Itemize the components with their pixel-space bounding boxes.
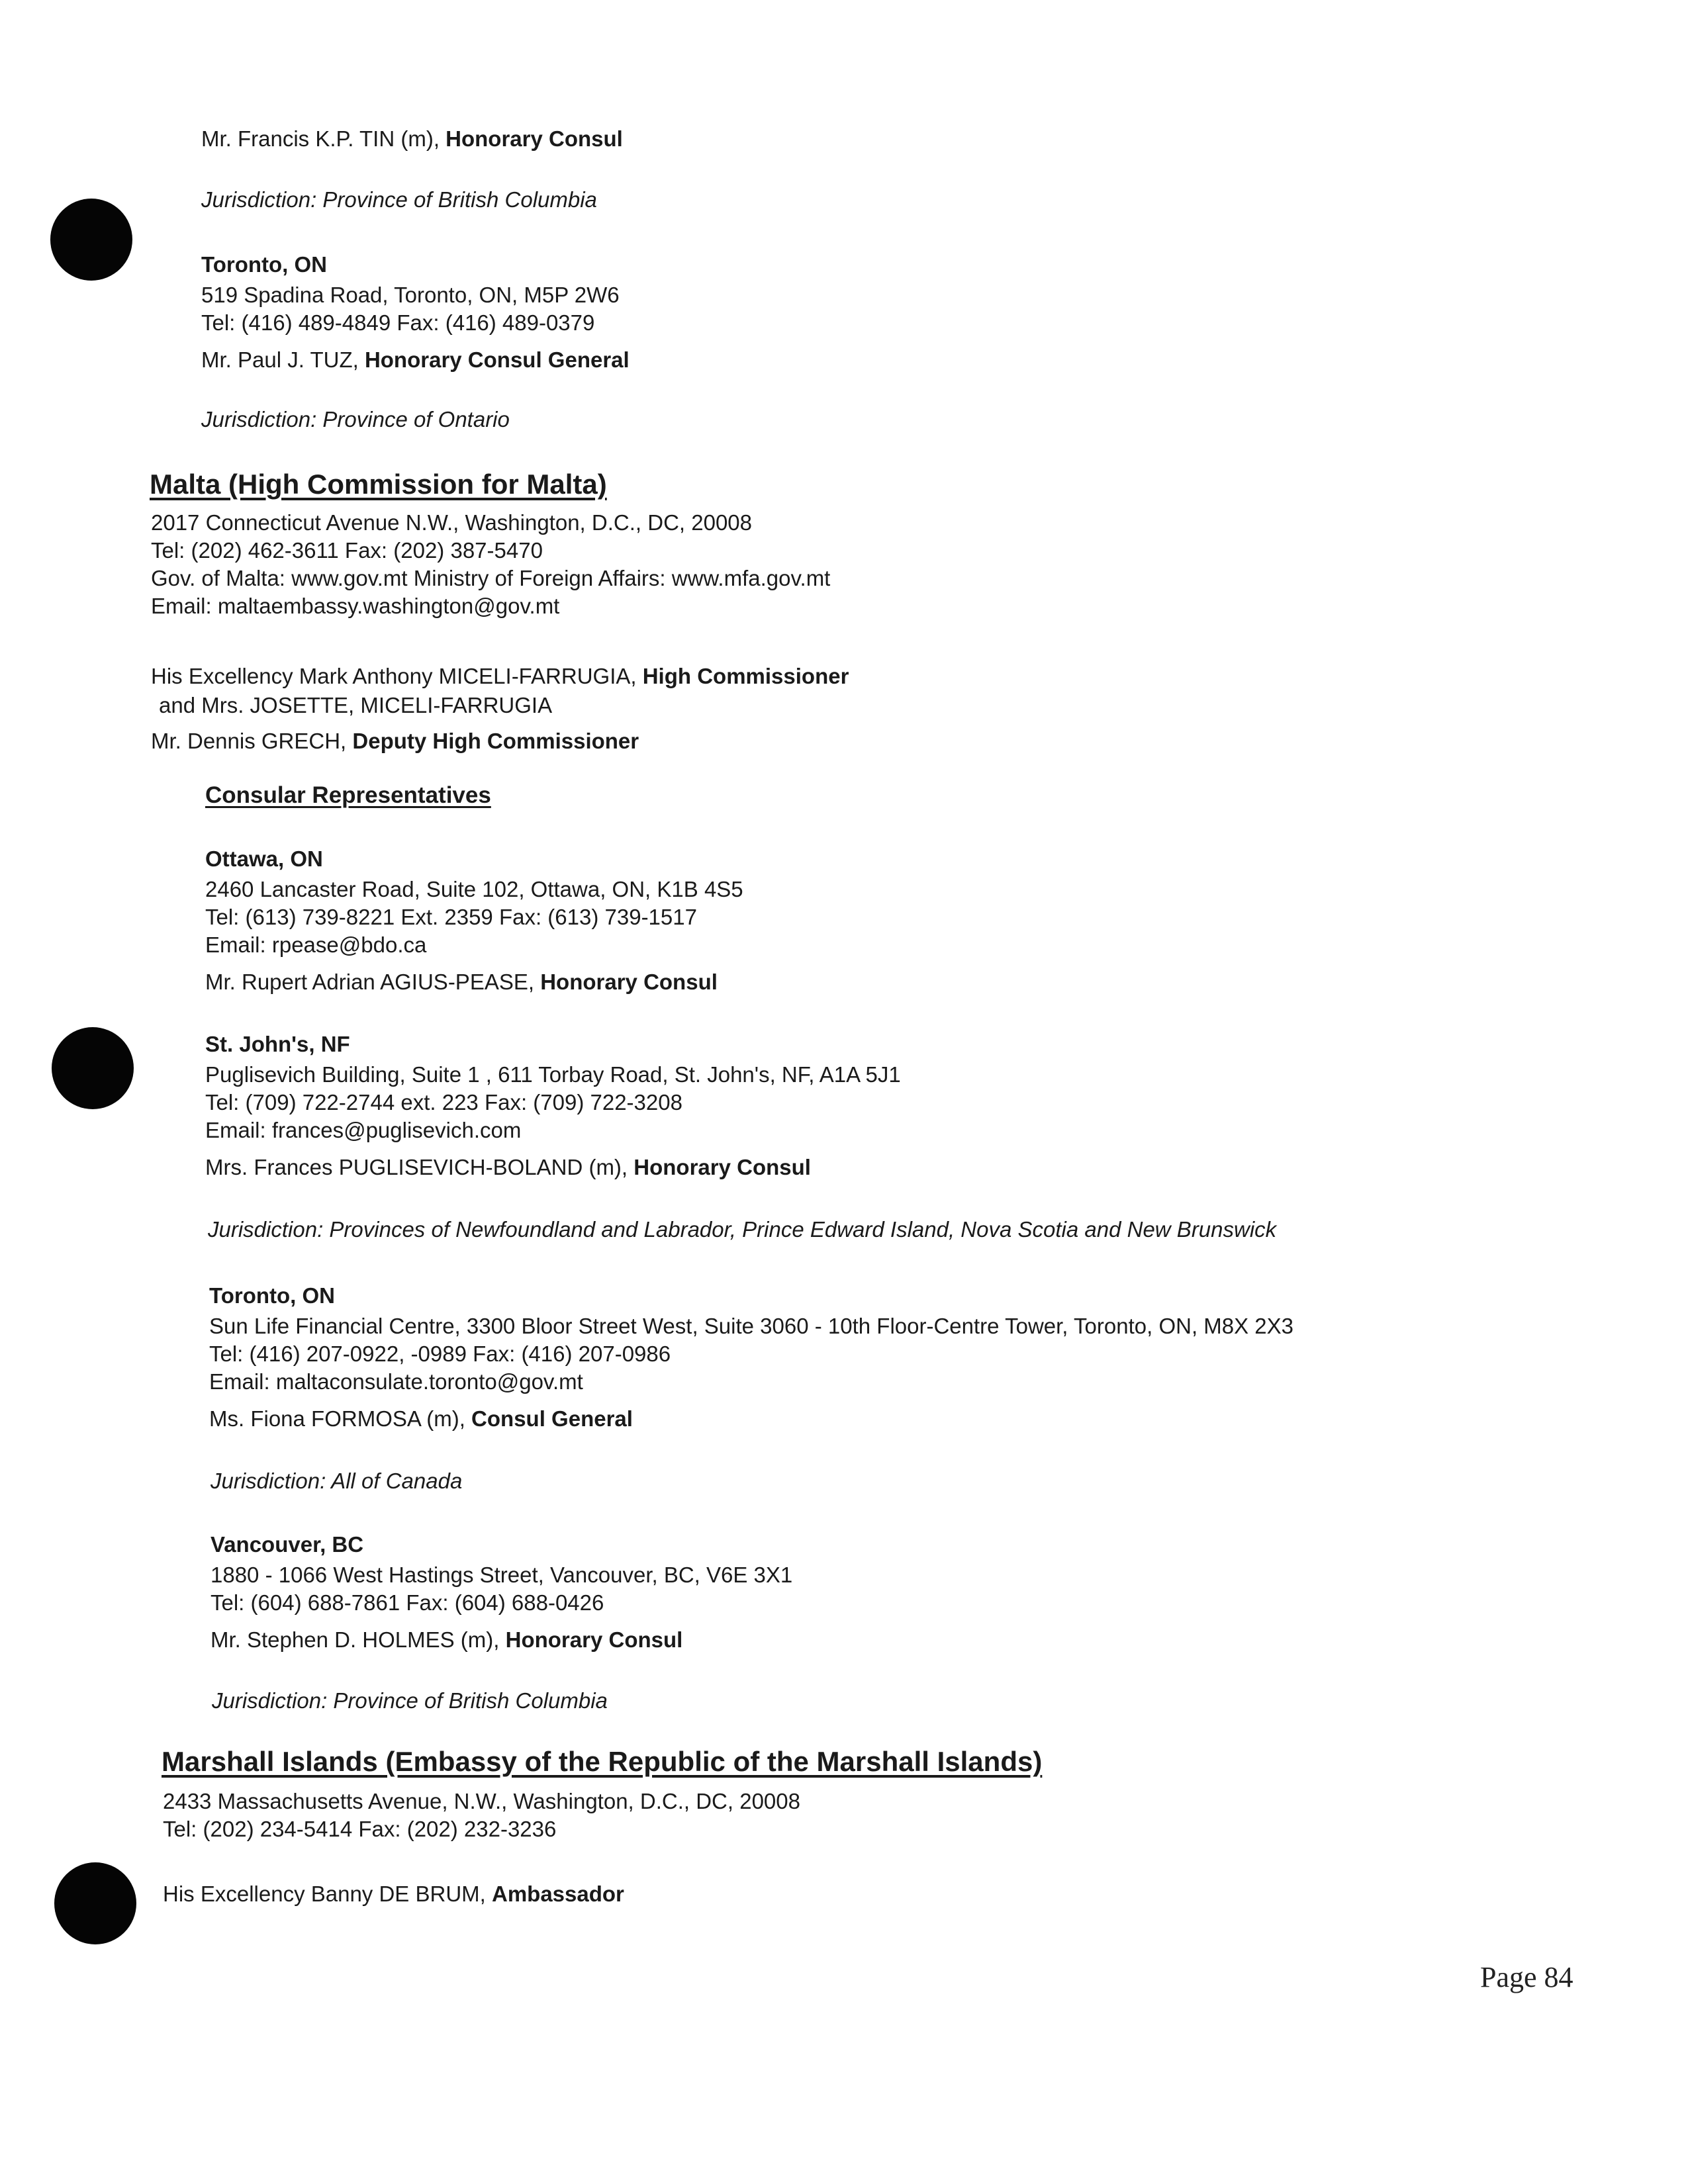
malta-address: 2017 Connecticut Avenue N.W., Washington, D.C., DC, 20008 [151, 510, 752, 535]
honorary-consul-general-tuz: Mr. Paul J. TUZ, Honorary Consul General [201, 347, 630, 372]
city-toronto-malta: Toronto, ON [209, 1283, 336, 1308]
malta-heading: Malta (High Commission for Malta) [150, 469, 607, 500]
jurisdiction-bc-prev: Jurisdiction: Province of British Columbia [201, 187, 597, 212]
jurisdiction-all-canada: Jurisdiction: All of Canada [211, 1469, 463, 1493]
city-toronto-prev: Toronto, ON [201, 252, 328, 277]
malta-tel: Tel: (202) 462-3611 Fax: (202) 387-5470 [151, 538, 543, 563]
toronto-malta-tel: Tel: (416) 207-0922, -0989 Fax: (416) 207-0986 [209, 1342, 671, 1366]
consular-representatives-heading: Consular Representatives [205, 782, 491, 808]
ottawa-tel: Tel: (613) 739-8221 Ext. 2359 Fax: (613) 739-1517 [205, 905, 697, 929]
malta-deputy: Mr. Dennis GRECH, Deputy High Commissioner [151, 729, 639, 753]
malta-gov: Gov. of Malta: www.gov.mt Ministry of Foreign Affairs: www.mfa.gov.mt [151, 566, 831, 590]
punch-hole-bottom [54, 1862, 136, 1944]
toronto-prev-tel: Tel: (416) 489-4849 Fax: (416) 489-0379 [201, 310, 595, 335]
toronto-prev-address: 519 Spadina Road, Toronto, ON, M5P 2W6 [201, 283, 620, 307]
vancouver-address: 1880 - 1066 West Hastings Street, Vancouver, BC, V6E 3X1 [211, 1563, 793, 1587]
marshall-tel: Tel: (202) 234-5414 Fax: (202) 232-3236 [163, 1817, 557, 1841]
toronto-malta-address: Sun Life Financial Centre, 3300 Bloor Street West, Suite 3060 - 10th Floor-Centre Tower, Toronto, ON, M8X 2X3 [209, 1314, 1294, 1338]
malta-high-commissioner: His Excellency Mark Anthony MICELI-FARRUGIA, High Commissioner [151, 664, 849, 688]
toronto-malta-email: Email: maltaconsulate.toronto@gov.mt [209, 1369, 583, 1394]
consul-general-formosa: Ms. Fiona FORMOSA (m), Consul General [209, 1406, 633, 1431]
marshall-islands-heading: Marshall Islands (Embassy of the Republic of the Marshall Islands) [162, 1746, 1043, 1777]
malta-spouse: and Mrs. JOSETTE, MICELI-FARRUGIA [159, 693, 553, 717]
marshall-address: 2433 Massachusetts Avenue, N.W., Washington, D.C., DC, 20008 [163, 1789, 800, 1813]
st-johns-email: Email: frances@puglisevich.com [205, 1118, 522, 1142]
city-st-johns: St. John's, NF [205, 1032, 350, 1056]
honorary-consul-holmes: Mr. Stephen D. HOLMES (m), Honorary Consul [211, 1627, 683, 1652]
marshall-ambassador: His Excellency Banny DE BRUM, Ambassador [163, 1882, 624, 1906]
city-vancouver: Vancouver, BC [211, 1532, 364, 1557]
malta-email: Email: maltaembassy.washington@gov.mt [151, 594, 560, 618]
honorary-consul-agius-pease: Mr. Rupert Adrian AGIUS-PEASE, Honorary Consul [205, 970, 718, 994]
jurisdiction-ontario: Jurisdiction: Province of Ontario [201, 407, 510, 432]
ottawa-address: 2460 Lancaster Road, Suite 102, Ottawa, ON, K1B 4S5 [205, 877, 743, 901]
city-ottawa: Ottawa, ON [205, 846, 323, 871]
punch-hole-top [50, 199, 132, 281]
vancouver-tel: Tel: (604) 688-7861 Fax: (604) 688-0426 [211, 1590, 604, 1615]
jurisdiction-atlantic: Jurisdiction: Provinces of Newfoundland and Labrador, Prince Edward Island, Nova Scotia and New Brunswick [208, 1217, 1277, 1242]
honorary-consul-tin: Mr. Francis K.P. TIN (m), Honorary Consul [201, 126, 623, 151]
ottawa-email: Email: rpease@bdo.ca [205, 933, 427, 957]
page-number: Page 84 [1480, 1961, 1573, 1993]
st-johns-tel: Tel: (709) 722-2744 ext. 223 Fax: (709) 722-3208 [205, 1090, 682, 1115]
st-johns-address: Puglisevich Building, Suite 1 , 611 Torbay Road, St. John's, NF, A1A 5J1 [205, 1062, 901, 1087]
jurisdiction-bc-malta: Jurisdiction: Province of British Columbia [212, 1688, 608, 1713]
honorary-consul-puglisevich-boland: Mrs. Frances PUGLISEVICH-BOLAND (m), Honorary Consul [205, 1155, 811, 1179]
punch-hole-middle [52, 1027, 134, 1109]
